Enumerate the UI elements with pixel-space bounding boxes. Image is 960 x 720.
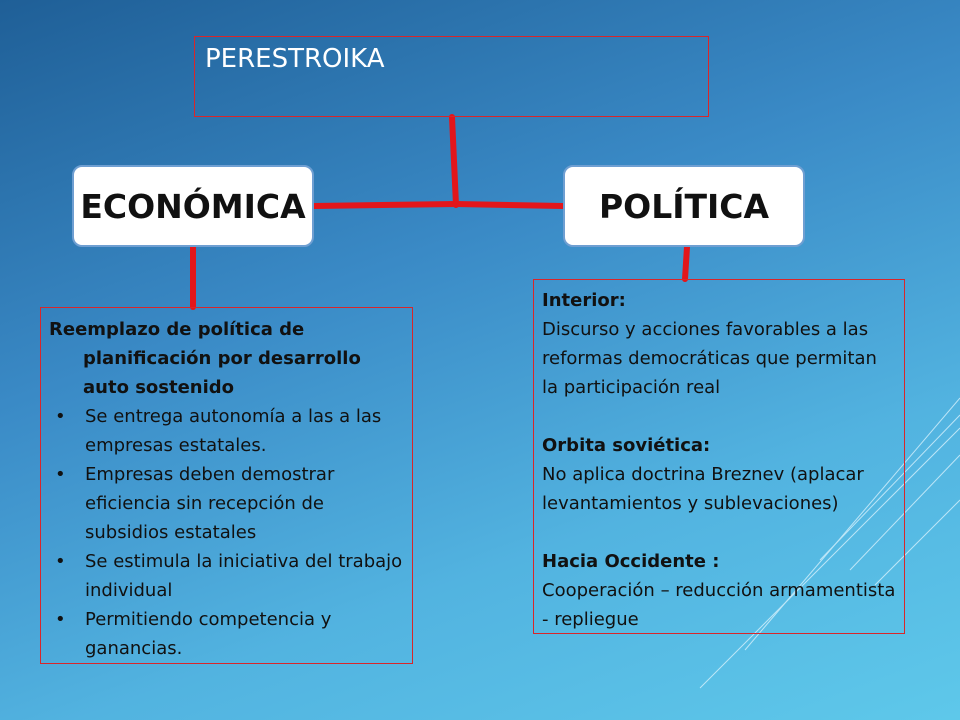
economica-details — [40, 307, 413, 664]
category-politica-label: POLÍTICA — [598, 186, 770, 226]
economica-list — [49, 402, 404, 663]
politica-details — [533, 279, 905, 634]
diagram-title-box — [194, 36, 709, 117]
connector-pol-detail — [685, 247, 687, 279]
list-item: • Empresas deben demostrar eficiencia sin recepción de subsidios estatales — [49, 460, 404, 547]
connector-branch-right — [456, 204, 563, 206]
connector-branch-left — [314, 204, 456, 206]
category-economica — [72, 165, 314, 247]
section-text-orbita: No aplica doctrina Breznev (aplacar levantamientos y sublevaciones) — [542, 464, 864, 514]
section-heading-occidente: Hacia Occidente : — [542, 551, 720, 572]
section-text-interior: Discurso y acciones favorables a las reformas democráticas que permitan la participación real — [542, 319, 877, 398]
list-item: • Se estimula la iniciativa del trabajo individual — [49, 547, 404, 605]
list-item: • Permitiendo competencia y ganancias. — [49, 605, 404, 663]
economica-intro: Reemplazo de política de planificación por desarrollo auto sostenido — [49, 319, 361, 398]
section-text-occidente: Cooperación – reducción armamentista - repliegue — [542, 580, 896, 630]
section-heading-orbita: Orbita soviética: — [542, 435, 711, 456]
connector-title — [452, 117, 456, 205]
list-item: • Se entrega autonomía a las a las empresas estatales. — [49, 402, 404, 460]
category-economica-label: ECONÓMICA — [80, 186, 306, 226]
section-heading-interior: Interior: — [542, 290, 626, 311]
category-politica — [563, 165, 805, 247]
diagram-title: PERESTROIKA — [205, 44, 385, 74]
